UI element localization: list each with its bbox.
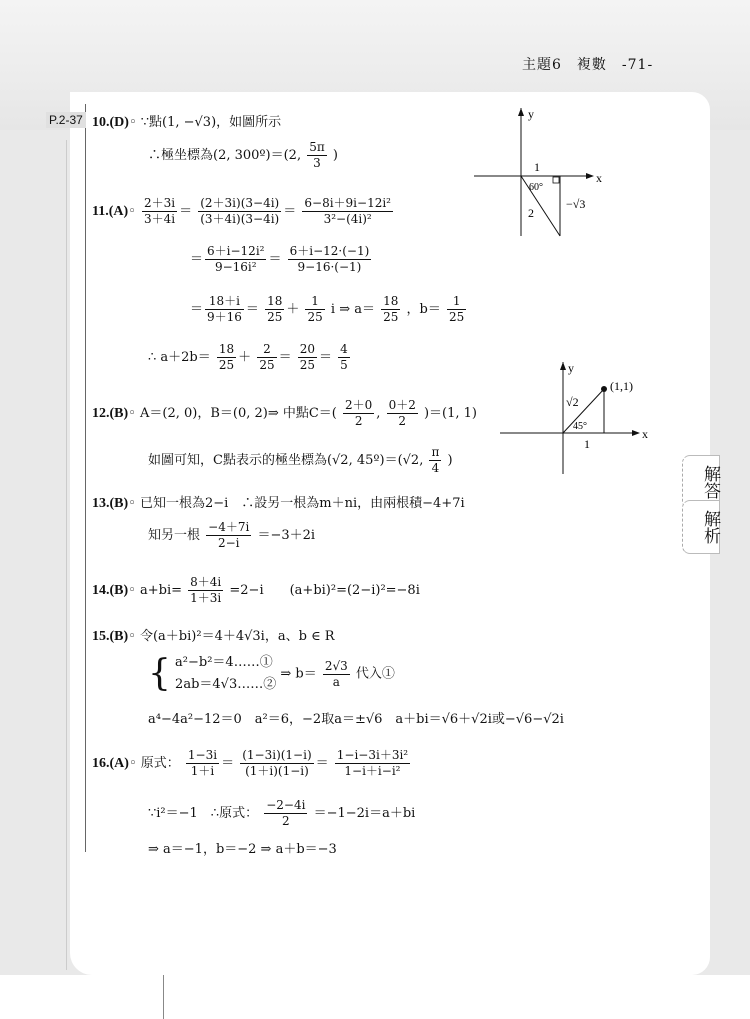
fraction: $\frac{5\pi}{3}$ (309, 140, 325, 170)
fraction: $\frac{0+2}{2}$ (388, 398, 416, 428)
q15-system (148, 652, 395, 696)
card-edge-line (66, 140, 67, 970)
q11-sum-text: ∴ a＋2b＝ (148, 350, 211, 365)
fraction: $\frac{8+4i}{1+3i}$ (190, 575, 222, 605)
equation-block (175, 652, 276, 696)
q13-line1: 13.(B)◦ 已知一根為2−i ∴設另一根為m＋ni，由兩根積−4+7i (92, 496, 465, 511)
label-two: 2 (528, 206, 534, 220)
equation-2: 2ab＝4√3……② (175, 677, 277, 692)
tab-answer[interactable]: 解答 (682, 455, 720, 509)
q15-result-b: 代入① (355, 666, 395, 682)
q15-line4 (148, 708, 564, 727)
fraction: $\frac{2√3}{a}$ (324, 658, 348, 689)
q16-text2b: ＝−1−2i＝a＋bi (313, 806, 416, 821)
fraction: $\frac{18}{25}$ (383, 294, 399, 324)
q15-result-text: ⇒ b＝ (280, 666, 317, 682)
q15-line1: 15.(B)◦ 令(a＋bi)²＝4＋4√3i，a、b ∈ R (92, 629, 335, 644)
q11-number: 11.(A) (92, 204, 129, 219)
q14-text-a: a+bi= (139, 583, 182, 598)
fraction: $\frac{-4+7i}{2-i}$ (208, 520, 250, 550)
label-minus-sqrt3: −√3 (566, 197, 586, 211)
figure-q10 (470, 104, 630, 239)
bottom-divider (163, 975, 164, 1019)
page-header: 主題6 複數 -71- (522, 57, 654, 73)
q16-text2: ∵i²＝−1 ∴原式： (148, 806, 259, 821)
fraction: $\frac{\text{6−8i＋9i−12i²}}{\text{3²−(4i)²}}$ (304, 196, 391, 226)
q12-line2 (148, 445, 453, 476)
q11-line3: ＝ $\frac{18+i}{9+16}$ ＝ $\frac{18}{25}$ ＋ $\frac{1}{25}$ i ⇒ a＝ $\frac{18}{25}$ ，b＝ $\frac{1}{25}$ (190, 294, 465, 324)
q16-line2 (148, 798, 415, 829)
fraction: $\frac{\pi}{4}$ (431, 445, 440, 475)
q13-text1: 已知一根為2−i ∴設另一根為m＋ni，由兩根積−4+7i (139, 496, 465, 511)
axis-y-label: y (528, 107, 534, 121)
fraction: $\frac{1}{25}$ (449, 294, 465, 324)
q15-number: 15.(B) (92, 629, 129, 644)
q12-number: 12.(B) (92, 406, 129, 421)
q11-line2: ＝ $\frac{\text{6＋i−12i²}}{\text{9−16i²}}$ ＝ $\frac{6+i-12\cdot(-1)}{9-16\cdot(-1)}$ (190, 244, 370, 274)
q11-line1: 11.(A)◦ $\frac{2+3i}{3+4i}$ ＝ $\frac{(2+3i)(3-4i)}{(3+4i)(3-4i)}$ ＝ $\frac{\text{6−8i＋9i−12i²}}{\text{3²−(4i)²}}$ (92, 196, 391, 226)
axis-y-label: y (568, 361, 574, 375)
q13-number: 13.(B) (92, 496, 129, 511)
fraction: $\frac{18}{25}$ (218, 342, 235, 372)
q12-line1: 12.(B)◦ A＝(2, 0)，B＝(0, 2)⇒ 中點C＝( $\frac{2+0}{2}$ , $\frac{0+2}{2}$ )＝(1, 1) (92, 398, 478, 428)
q14-text-b: =2−i (a+bi)²=(2−i)²=−8i (229, 583, 420, 598)
q15-text1: 令(a＋bi)²＝4＋4√3i，a、b ∈ R (139, 629, 335, 644)
fraction: $\frac{\text{6＋i−12i²}}{\text{9−16i²}}$ (207, 244, 265, 274)
angle-label: 60° (529, 182, 543, 193)
page-reference: P.2-37 (46, 112, 86, 128)
equation-1: a²−b²＝4……① (175, 655, 273, 670)
label-one: 1 (534, 160, 540, 174)
q16-text3: ⇒ a＝−1，b＝−2 ⇒ a＋b＝−3 (148, 842, 337, 857)
q10-line2 (148, 140, 338, 171)
fraction: $\frac{2+0}{2}$ (345, 398, 373, 428)
q12-text2: 如圖可知，C點表示的極坐標為(√2, 45º)＝(√2, (148, 453, 424, 468)
fraction: $\frac{\text{1−i−3i＋3i²}}{\text{1−i＋i−i²}}$ (336, 748, 409, 778)
q16-line1: 16.(A)◦ 原式： $\frac{1-3i}{1+i}$ ＝ $\frac{(1-3i)(1-i)}{(1+i)(1-i)}$ ＝ $\frac{\text{1−i−3i＋3i²}}{\text{1−i＋i−i²}}$ (92, 748, 409, 778)
q12-text2b: ) (447, 453, 453, 468)
fraction: $\frac{1}{25}$ (307, 294, 323, 324)
tab-explanation[interactable]: 解析 (682, 500, 720, 554)
fraction: $\frac{6+i-12\cdot(-1)}{9-16\cdot(-1)}$ (289, 244, 370, 274)
q14-line1: 14.(B)◦ a+bi= $\frac{8+4i}{1+3i}$ =2−i (a+bi)²=(2−i)²=−8i (92, 575, 420, 605)
bottom-strip (0, 975, 750, 1019)
figure-q12 (496, 356, 696, 476)
axis-x-label: x (642, 427, 648, 441)
fraction: $\frac{2+3i}{3+4i}$ (143, 196, 176, 226)
q13-text2b: ＝−3＋2i (257, 528, 316, 543)
fraction: $\frac{1-3i}{1+i}$ (187, 748, 218, 778)
hyp-label: √2 (566, 395, 579, 409)
q16-pre: 原式： (140, 756, 180, 771)
angle-label: 45° (573, 421, 587, 432)
q12-text1: A＝(2, 0)，B＝(0, 2)⇒ 中點C＝( (139, 406, 337, 421)
q10-text1: ∵點(1, −√3)，如圖所示 (140, 115, 282, 130)
fraction: $\frac{-2-4i}{2}$ (266, 798, 306, 828)
axis-x-label: x (596, 171, 602, 185)
q16-number: 16.(A) (92, 756, 129, 771)
q11-b-text: ，b＝ (406, 302, 441, 317)
fraction: $\frac{(2+3i)(3-4i)}{(3+4i)(3-4i)}$ (200, 196, 280, 226)
fraction: $\frac{18+i}{9+16}$ (207, 294, 242, 324)
q10-number: 10.(D) (92, 115, 129, 130)
q12-text1b: )＝(1, 1) (423, 406, 478, 421)
label-one: 1 (584, 437, 590, 451)
q16-line3 (148, 838, 337, 857)
fraction: $\frac{20}{25}$ (299, 342, 316, 372)
q10-line1: 10.(D)◦ ∵點(1, −√3)，如圖所示 (92, 115, 282, 130)
fraction: $\frac{18}{25}$ (267, 294, 283, 324)
q10-text2: ∴極坐標為(2, 300º)＝(2, (148, 148, 302, 163)
q15-text4: a⁴−4a²−12＝0 a²＝6，−2取a＝±√6 a＋bi＝√6＋√2i或−√6−√2i (148, 712, 564, 727)
q13-line2 (148, 520, 315, 551)
q11-mid-text: i ⇒ a＝ (330, 302, 375, 317)
point-label: (1,1) (610, 379, 633, 393)
q10-text2b: ) (332, 148, 338, 163)
q11-line4: ∴ a＋2b＝ $\frac{18}{25}$ ＋ $\frac{2}{25}$ ＝ $\frac{20}{25}$ ＝ $\frac{4}{5}$ (148, 342, 348, 372)
fraction: $\frac{4}{5}$ (340, 342, 348, 372)
q14-number: 14.(B) (92, 583, 129, 598)
fraction: $\frac{(1-3i)(1-i)}{(1+i)(1-i)}$ (242, 748, 312, 778)
q13-text2: 知另一根 (148, 528, 201, 543)
margin-line (85, 104, 86, 852)
brace: { (148, 653, 171, 694)
fraction: $\frac{2}{25}$ (259, 342, 275, 372)
